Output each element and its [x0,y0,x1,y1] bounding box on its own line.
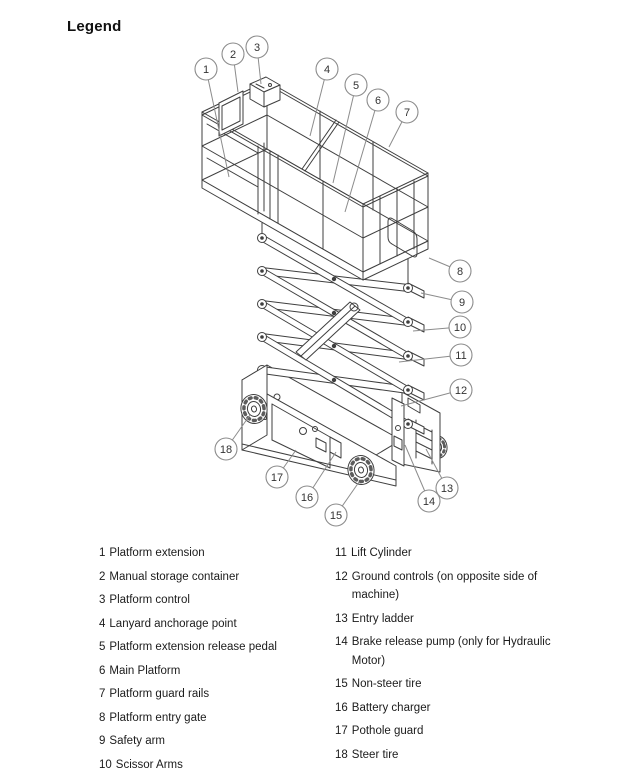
callout-number: 17 [270,471,284,484]
legend-item-text: Lanyard anchorage point [109,617,237,630]
legend-item-number: 15 [335,678,348,690]
callout-number: 15 [329,509,343,522]
legend-item-number: 13 [335,612,348,625]
callout-number: 14 [422,495,436,508]
legend-item-number: 11 [335,547,347,559]
legend-item-text: Scissor Arms [115,758,183,771]
callout-number: 7 [403,106,411,119]
legend-item-9 [99,732,327,751]
callout-3 [246,36,268,84]
legend-item-number: 18 [335,748,348,761]
machine-drawing [202,77,449,487]
legend-item-text: Main Platform [109,664,181,677]
callout-8 [429,258,471,282]
legend-item-number: 12 [335,570,348,583]
page-title: Legend [67,18,122,35]
legend-item-text: Platform extension [109,547,205,559]
legend-item-number: 1 [99,547,106,559]
legend-item-text: Manual storage container [109,570,240,583]
platform-assembly [202,77,428,280]
legend-item-18 [335,746,563,765]
manual-storage-container [219,91,243,136]
legend-item-16 [335,699,563,718]
legend-item-text: Platform entry gate [109,711,207,724]
legend-item-2 [99,568,327,587]
callout-leader-line [333,85,356,183]
legend-item-12 [335,568,563,605]
legend-item-8 [99,709,327,728]
callout-number: 9 [458,296,466,309]
legend-item-text: Ground controls (on opposite side of machine) [351,570,538,601]
legend-item-text: Platform control [109,594,190,606]
legend-item-text: Platform guard rails [109,688,210,700]
legend-item-text: Platform extension release pedal [109,641,277,653]
callout-4 [310,58,338,136]
callout-9 [421,291,473,313]
legend-item-text: Entry ladder [351,612,414,625]
platform-control-box [250,77,280,107]
callout-number: 18 [219,443,233,456]
legend-column-right [335,544,563,769]
legend-item-number: 17 [335,725,348,737]
callout-7 [389,101,418,147]
legend-item-number: 10 [99,758,112,771]
legend-item-text: Steer tire [351,748,399,761]
legend-item-number: 5 [99,641,106,653]
legend-item-7 [99,685,327,704]
legend-column-left [99,544,327,779]
legend-item-5 [99,638,327,657]
callout-15 [325,482,359,526]
legend-item-4 [99,615,327,634]
callout-number: 16 [300,491,314,504]
legend-item-10 [99,756,327,775]
callout-number: 13 [440,482,454,495]
legend-item-13 [335,610,563,629]
legend-item-text: Safety arm [109,735,166,747]
legend-item-14 [335,633,563,670]
legend-item-text: Non-steer tire [351,678,422,690]
callout-number: 11 [455,349,467,362]
legend-item-number: 8 [99,711,106,724]
callout-number: 3 [253,41,261,54]
legend-item-15 [335,675,563,694]
callout-number: 6 [374,94,382,107]
callout-number: 10 [453,321,467,334]
legend-item-number: 4 [99,617,106,630]
legend-item-number: 2 [99,570,106,583]
legend-item-17 [335,722,563,741]
legend-item-number: 6 [99,664,106,677]
legend-item-number: 7 [99,688,106,700]
legend-item-1 [99,544,327,563]
legend-item-text: Battery charger [351,701,431,714]
legend-item-11 [335,544,563,563]
brake-release-pump [392,398,404,466]
legend-item-number: 3 [99,594,106,606]
callout-number: 5 [352,79,360,92]
legend-item-number: 14 [335,636,348,648]
legend-item-6 [99,662,327,681]
callout-number: 8 [456,265,464,278]
legend-item-text: Brake release pump (only for Hydraulic Motor) [351,636,551,667]
legend-item-number: 16 [335,701,348,714]
callout-number: 1 [202,63,210,76]
callout-2 [222,43,244,92]
legend-item-3 [99,591,327,610]
callout-number: 4 [323,63,331,76]
legend-item-text: Pothole guard [351,725,424,737]
legend-item-text: Lift Cylinder [350,547,412,559]
legend-item-number: 9 [99,735,106,747]
callout-number: 12 [454,384,468,397]
callout-number: 2 [229,48,237,61]
